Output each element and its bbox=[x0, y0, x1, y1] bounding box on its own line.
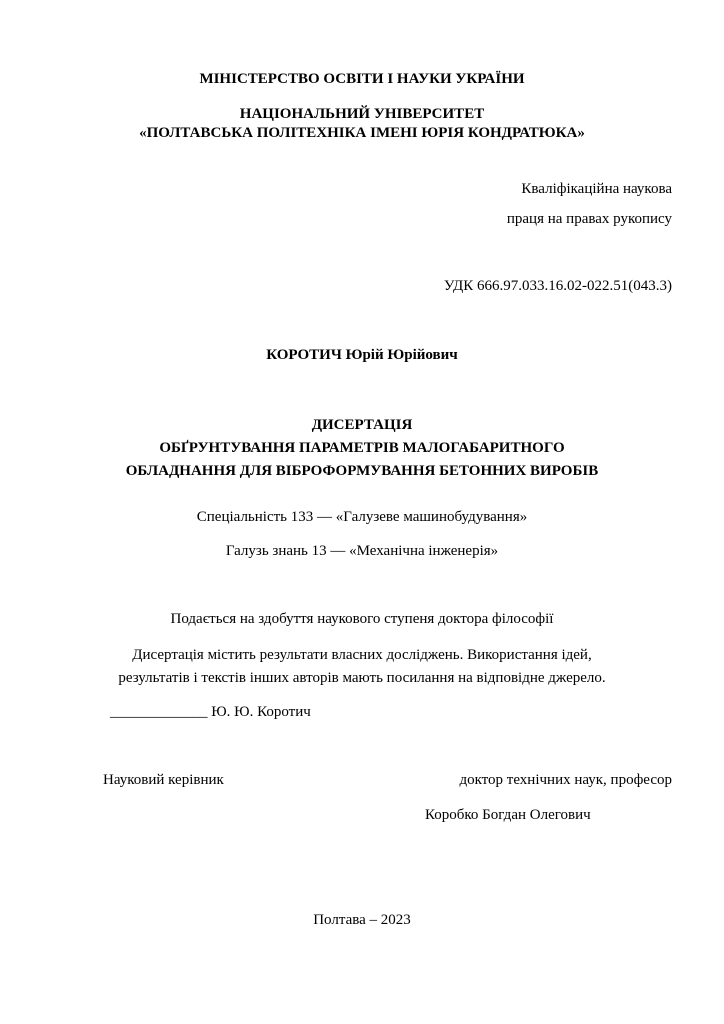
university-name: НАЦІОНАЛЬНИЙ УНІВЕРСИТЕТ bbox=[239, 106, 485, 122]
specialty: Спеціальність 133 — «Галузеве машинобудування» bbox=[196, 509, 528, 525]
supervisor-label: Науковий керівник bbox=[103, 772, 224, 788]
document-type: ДИСЕРТАЦІЯ bbox=[311, 417, 413, 433]
signature-line bbox=[110, 703, 311, 721]
supervisor-degree: доктор технічних наук, професор bbox=[459, 772, 672, 788]
manuscript-status-line1: Кваліфікаційна наукова bbox=[521, 181, 672, 197]
signature-blank: _____________ bbox=[110, 704, 208, 720]
author-name: КОРОТИЧ Юрій Юрійович bbox=[266, 347, 458, 363]
supervisor-name: Коробко Богдан Олегович bbox=[425, 807, 591, 823]
place-and-year: Полтава – 2023 bbox=[313, 912, 411, 928]
ministry-heading: МІНІСТЕРСТВО ОСВІТИ І НАУКИ УКРАЇНИ bbox=[199, 71, 525, 87]
declaration-line1: Дисертація містить результати власних досліджень. Використання ідей, bbox=[132, 647, 592, 663]
degree-statement: Подається на здобуття наукового ступеня доктора філософії bbox=[170, 611, 554, 627]
udk-code: УДК 666.97.033.16.02-022.51(043.3) bbox=[443, 278, 672, 294]
declaration-line2: результатів і текстів інших авторів мають посилання на відповідне джерело. bbox=[118, 670, 606, 686]
signature-name: Ю. Ю. Коротич bbox=[211, 704, 311, 720]
dissertation-title-line2: ОБЛАДНАННЯ ДЛЯ ВІБРОФОРМУВАННЯ БЕТОННИХ ВИРОБІВ bbox=[125, 463, 599, 479]
knowledge-field: Галузь знань 13 — «Механічна інженерія» bbox=[225, 543, 499, 559]
university-full-name: «ПОЛТАВСЬКА ПОЛІТЕХНІКА ІМЕНІ ЮРІЯ КОНДРАТЮКА» bbox=[139, 125, 585, 141]
manuscript-status-line2: праця на правах рукопису bbox=[506, 211, 672, 227]
dissertation-title-line1: ОБҐРУНТУВАННЯ ПАРАМЕТРІВ МАЛОГАБАРИТНОГО bbox=[159, 440, 565, 456]
